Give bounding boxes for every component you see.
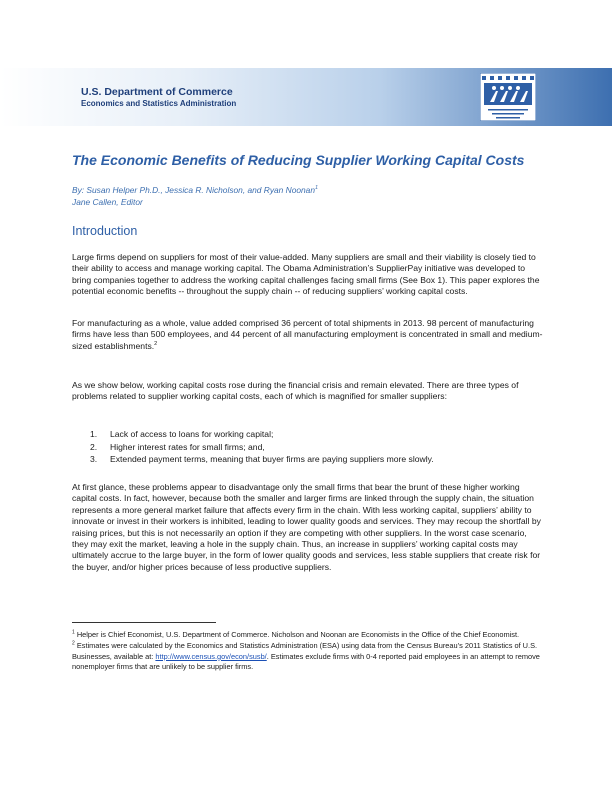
paragraph-2-text [72,318,544,352]
footnote-text: Estimates were calculated by the Economics and Statistics Administration (ESA) using data from the Census Bureau’s 2011 Statistics of U.S. Businesses, available at: [72,641,538,661]
footnote-2 [72,641,542,673]
list-item [90,428,530,441]
footnote-text: Helper is Chief Economist, U.S. Department of Commerce. Nicholson and Noonan are Economists in the Office of the Chief Economist. [74,630,520,639]
list-number: 2. [90,441,98,452]
paragraph-1 [72,252,544,298]
list-text: Lack of access to loans for working capital; [110,429,274,439]
paragraph-3-text: As we show below, working capital costs rose during the financial crisis and remain elevated. There are three types of problems related to supplier working capital costs, each of which is magnified for smaller suppliers: [72,380,519,402]
agency-line-1: U.S. Department of Commerce [81,86,233,98]
list-number: 1. [90,429,98,439]
footnote-number: 2 [72,640,75,647]
esa-logo [480,73,536,121]
paragraph-2-body: For manufacturing as a whole, value added comprised 36 percent of total shipments in 2013. 98 percent of manufacturing firms have less than 500 employees, and 44 percent of all manufacturing employment is concentrated in small and medium-sized establishments. [72,318,543,351]
paragraph-3 [72,380,544,403]
list-item [90,453,530,466]
list-text: Higher interest rates for small firms; and, [110,441,265,452]
census-link[interactable]: http://www.census.gov/econ/susb/ [155,651,267,661]
footnote-text-after: . Estimates exclude firms with 0-4 reported paid employees in an attempt to remove nonemployer firms that are unlikely to be supplier firms. [72,651,540,672]
paragraph-1-text: Large firms depend on suppliers for most of their value-added. Many suppliers are small and their viability is closely tied to their ability to access and manage working capital. The Obama Administration’s SupplierPay initiative was developed to bring companies together to address the working capital challenges facing small firms (See Box 1). This paper explores the potential economic benefits -- throughout the supply chain -- of reducing suppliers’ working capital costs. [72,252,540,297]
list-number: 3. [90,454,98,465]
footnote-1 [72,630,542,641]
authors-line [72,182,318,196]
footnote-number: 1 [72,629,75,636]
list-text: Extended payment terms, meaning that buyer firms are paying suppliers more slowly. [110,454,434,465]
byline [72,182,318,208]
agency-line-2: Economics and Statistics Administration [81,99,237,108]
footnote-divider [72,622,216,623]
paragraph-2 [72,318,544,352]
section-heading: Introduction [72,224,138,238]
agency-name [81,86,236,110]
editor-line: Jane Callen, Editor [72,196,143,207]
document-title: The Economic Benefits of Reducing Supplier Working Capital Costs [72,152,525,168]
footnotes [72,630,542,673]
authors: By: Susan Helper Ph.D., Jessica R. Nicholson, and Ryan Noonan [72,184,315,195]
paragraph-4-text: At first glance, these problems appear to disadvantage only the small firms that bear the brunt of these higher working capital costs. In fact, however, because both the smaller and larger firms are linked through the supply chain, the situation represents a more general market failure that affects every firm in the chain. With less working capital, suppliers’ ability to innovate or invest in their workers is inhibited, leading to lower quality goods and services. They may recoup the shortfall by raising prices, but this is not necessarily an option if they are competing with other suppliers. In the worst case scenario, they may exit the market, leaving a hole in the supply chain. Thus, an increase in suppliers’ working capital costs may ultimately accrue to the large buyer, in the form of lower quality goods and services, less stable suppliers that create risk for the buyer, and/or higher prices because of less productive suppliers. [72,482,541,572]
problem-list [90,428,530,466]
footnote-ref-2: 2 [154,340,158,347]
list-item [90,441,530,454]
paragraph-4 [72,482,544,573]
footnote-ref-1: 1 [315,185,319,191]
